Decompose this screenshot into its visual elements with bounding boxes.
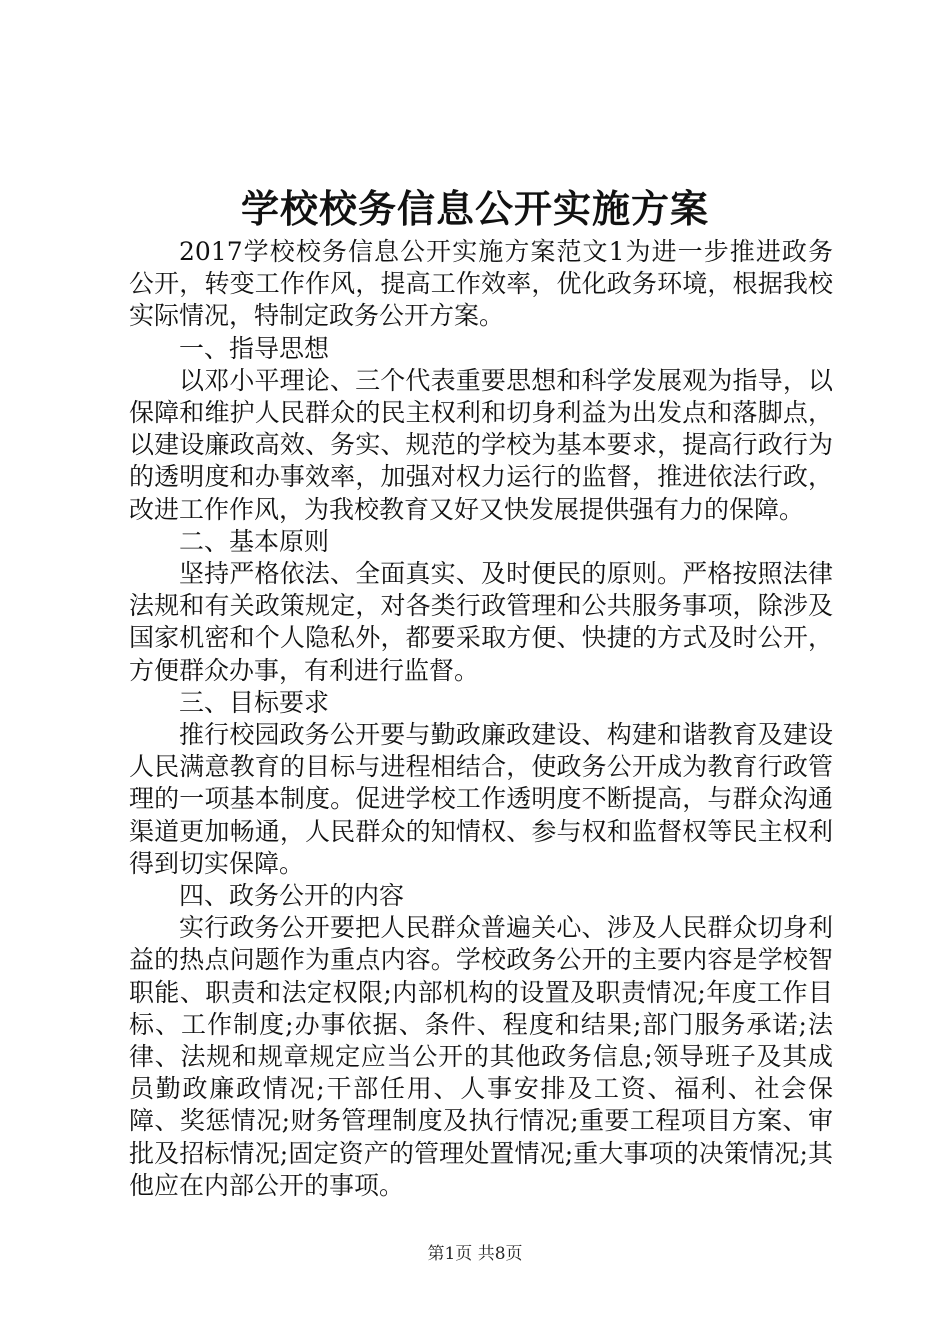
document-body <box>129 236 833 1202</box>
intro-paragraph: 2017学校校务信息公开实施方案范文1为进一步推进政务公开，转变工作作风，提高工作效率，优化政务环境，根据我校实际情况，特制定政务公开方案。 <box>129 237 833 331</box>
section-heading-guiding-ideology: 一、指导思想 <box>179 333 330 363</box>
document-title: 学校校务信息公开实施方案 <box>240 186 709 231</box>
guiding-ideology-paragraph: 以邓小平理论、三个代表重要思想和科学发展观为指导，以保障和维护人民群众的民主权利和切身利益为出发点和落脚点，以建设廉政高效、务实、规范的学校为基本要求，提高行政行为的透明度和办事效率，加强对权力运行的监督，推进依法行政，改进工作作风，为我校教育又好又快发展提供强有力的保障。 <box>129 365 833 524</box>
section-heading-content: 四、政务公开的内容 <box>179 881 405 911</box>
section-heading-basic-principles: 二、基本原则 <box>179 526 330 556</box>
goals-paragraph: 推行校园政务公开要与勤政廉政建设、构建和谐教育及建设人民满意教育的目标与进程相结合，使政务公开成为教育行政管理的一项基本制度。促进学校工作透明度不断提高，与群众沟通渠道更加畅通，人民群众的知情权、参与权和监督权等民主权利得到切实保障。 <box>129 720 833 878</box>
basic-principles-paragraph: 坚持严格依法、全面真实、及时便民的原则。严格按照法律法规和有关政策规定，对各类行政管理和公共服务事项，除涉及国家机密和个人隐私外，都要采取方便、快捷的方式及时公开，方便群众办事，有利进行监督。 <box>129 559 833 685</box>
section-heading-goals: 三、目标要求 <box>179 687 330 717</box>
page-number: 第1页 共8页 <box>427 1244 523 1264</box>
content-paragraph: 实行政务公开要把人民群众普遍关心、涉及人民群众切身利益的热点问题作为重点内容。学校政务公开的主要内容是学校智职能、职责和法定权限;内部机构的设置及职责情况;年度工作目标、工作制度;办事依据、条件、程度和结果;部门服务承诺;法律、法规和规章规定应当公开的其他政务信息;领导班子及其成员勤政廉政情况;干部任用、人事安排及工资、福利、社会保障、奖惩情况;财务管理制度及执行情况;重要工程项目方案、审批及招标情况;固定资产的管理处置情况;重大事项的决策情况;其他应在内部公开的事项。 <box>129 913 833 1200</box>
